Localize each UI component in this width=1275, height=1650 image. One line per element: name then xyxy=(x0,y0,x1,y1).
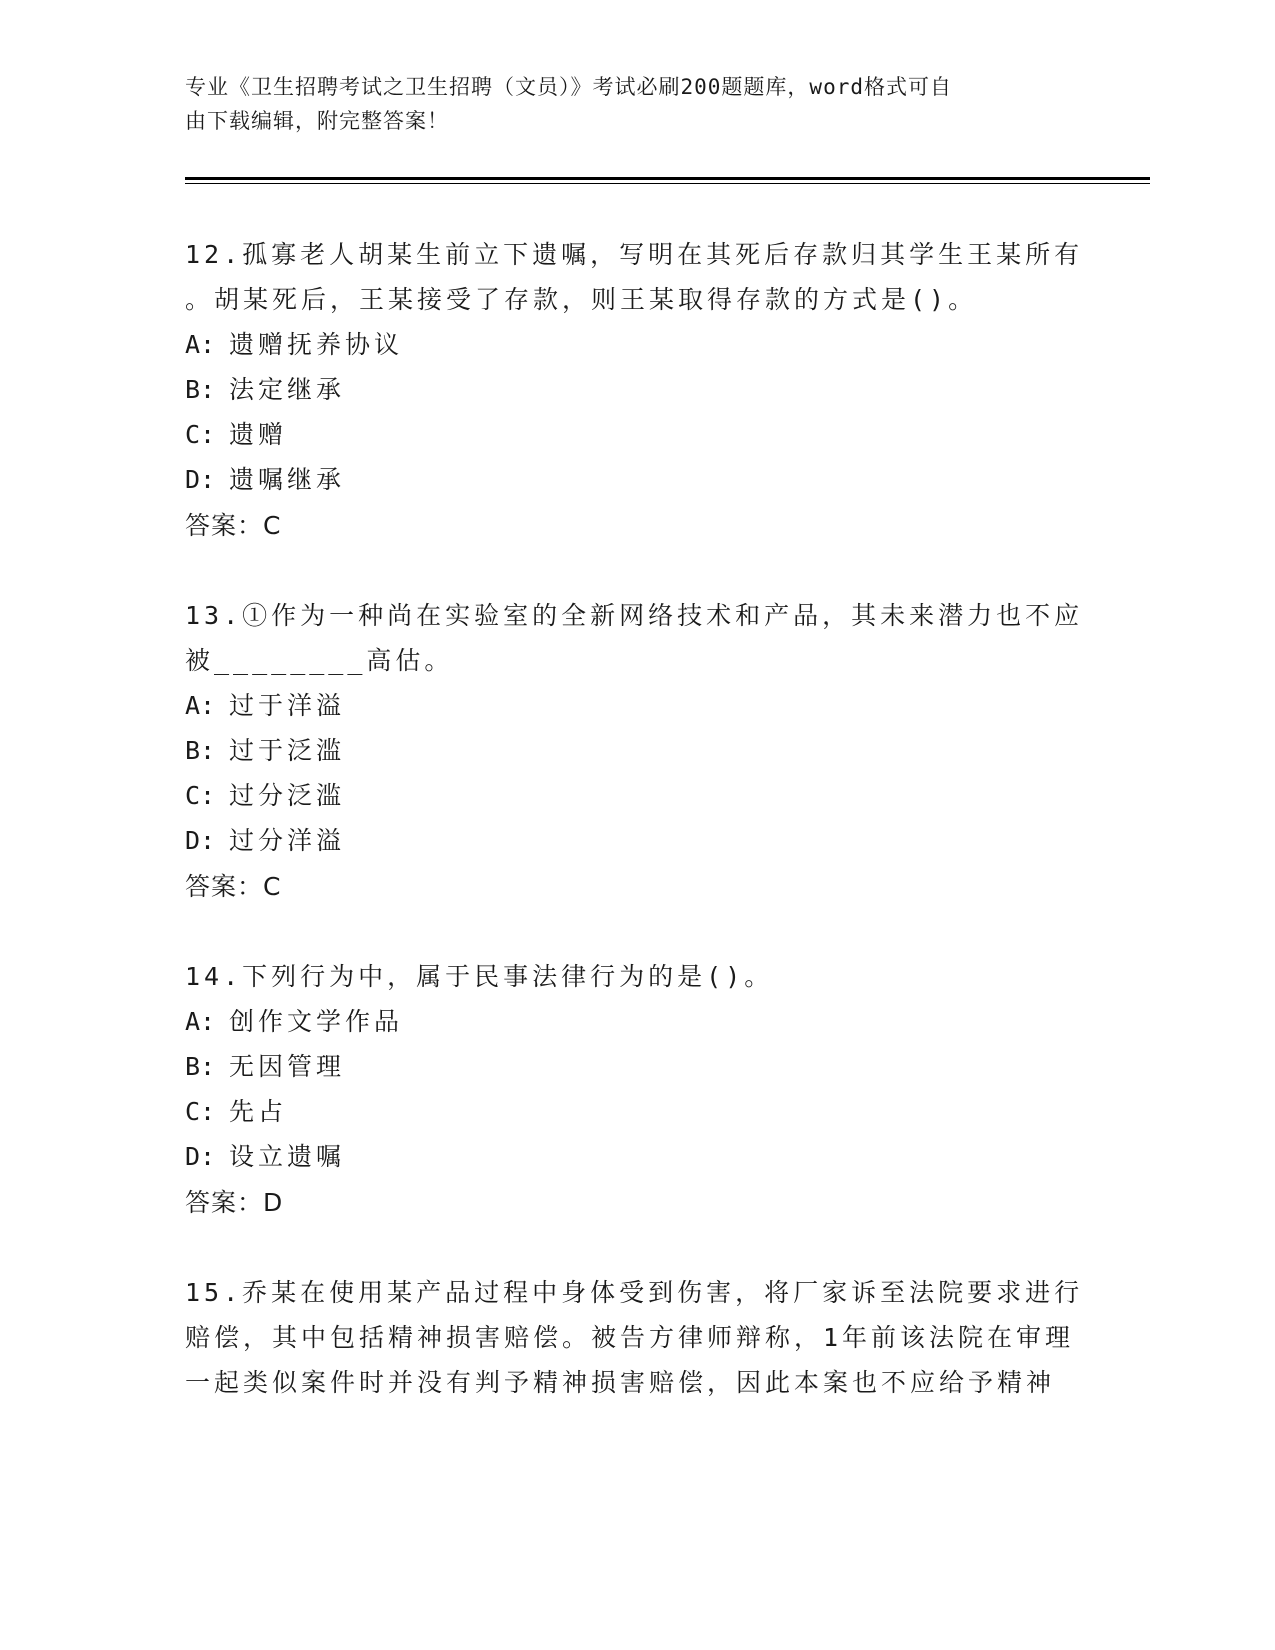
question-text: 赔偿，其中包括精神损害赔偿。被告方律师辩称，1年前该法院在审理 xyxy=(185,1323,1075,1352)
question-14 xyxy=(185,954,1085,1226)
option-letter: D: xyxy=(185,465,216,494)
answer: 答案：C xyxy=(185,511,282,540)
option-letter: A: xyxy=(185,691,216,720)
option-text: 创作文学作品 xyxy=(229,1007,404,1036)
option-a xyxy=(185,999,1085,1044)
question-15 xyxy=(185,1270,1085,1405)
option-a xyxy=(185,322,1085,367)
question-text: 14.下列行为中，属于民事法律行为的是()。 xyxy=(185,962,774,991)
header-line: 由下载编辑，附完整答案！ xyxy=(185,109,449,133)
header-line: 专业《卫生招聘考试之卫生招聘（文员）》考试必刷200题题库，word格式可自 xyxy=(185,75,952,99)
header-divider-thick xyxy=(185,177,1150,180)
option-text: 无因管理 xyxy=(229,1052,346,1081)
option-d xyxy=(185,818,1085,863)
option-a xyxy=(185,683,1085,728)
option-text: 法定继承 xyxy=(229,375,346,404)
question-text: 12.孤寡老人胡某生前立下遗嘱，写明在其死后存款归其学生王某所有 xyxy=(185,240,1084,269)
question-text: 一起类似案件时并没有判予精神损害赔偿，因此本案也不应给予精神 xyxy=(185,1368,1056,1397)
option-text: 过于泛滥 xyxy=(229,736,346,765)
question-text: 13.①作为一种尚在实验室的全新网络技术和产品，其未来潜力也不应 xyxy=(185,601,1084,630)
option-c xyxy=(185,412,1085,457)
option-b xyxy=(185,728,1085,773)
answer: 答案：C xyxy=(185,872,282,901)
header-divider-thin xyxy=(185,183,1150,184)
question-13 xyxy=(185,593,1085,910)
question-list xyxy=(185,232,1085,1449)
option-letter: B: xyxy=(185,375,216,404)
option-b xyxy=(185,367,1085,412)
question-text: 。胡某死后，王某接受了存款，则王某取得存款的方式是()。 xyxy=(185,285,978,314)
question-text: 15.乔某在使用某产品过程中身体受到伤害，将厂家诉至法院要求进行 xyxy=(185,1278,1084,1307)
option-text: 遗嘱继承 xyxy=(229,465,346,494)
option-text: 过分泛滥 xyxy=(229,781,346,810)
option-d xyxy=(185,1134,1085,1179)
option-c xyxy=(185,773,1085,818)
option-letter: B: xyxy=(185,1052,216,1081)
option-letter: D: xyxy=(185,826,216,855)
option-text: 过分洋溢 xyxy=(229,826,346,855)
question-text: 被________高估。 xyxy=(185,646,454,675)
document-header xyxy=(185,70,1065,138)
option-text: 遗赠 xyxy=(229,420,288,449)
option-text: 遗赠抚养协议 xyxy=(229,330,404,359)
option-letter: C: xyxy=(185,781,216,810)
option-letter: C: xyxy=(185,1097,216,1126)
option-d xyxy=(185,457,1085,502)
option-text: 过于洋溢 xyxy=(229,691,346,720)
option-text: 设立遗嘱 xyxy=(229,1142,346,1171)
option-letter: A: xyxy=(185,1007,216,1036)
answer: 答案：D xyxy=(185,1188,284,1217)
option-c xyxy=(185,1089,1085,1134)
option-text: 先占 xyxy=(229,1097,288,1126)
question-12 xyxy=(185,232,1085,549)
option-letter: B: xyxy=(185,736,216,765)
option-letter: A: xyxy=(185,330,216,359)
option-letter: C: xyxy=(185,420,216,449)
option-b xyxy=(185,1044,1085,1089)
option-letter: D: xyxy=(185,1142,216,1171)
